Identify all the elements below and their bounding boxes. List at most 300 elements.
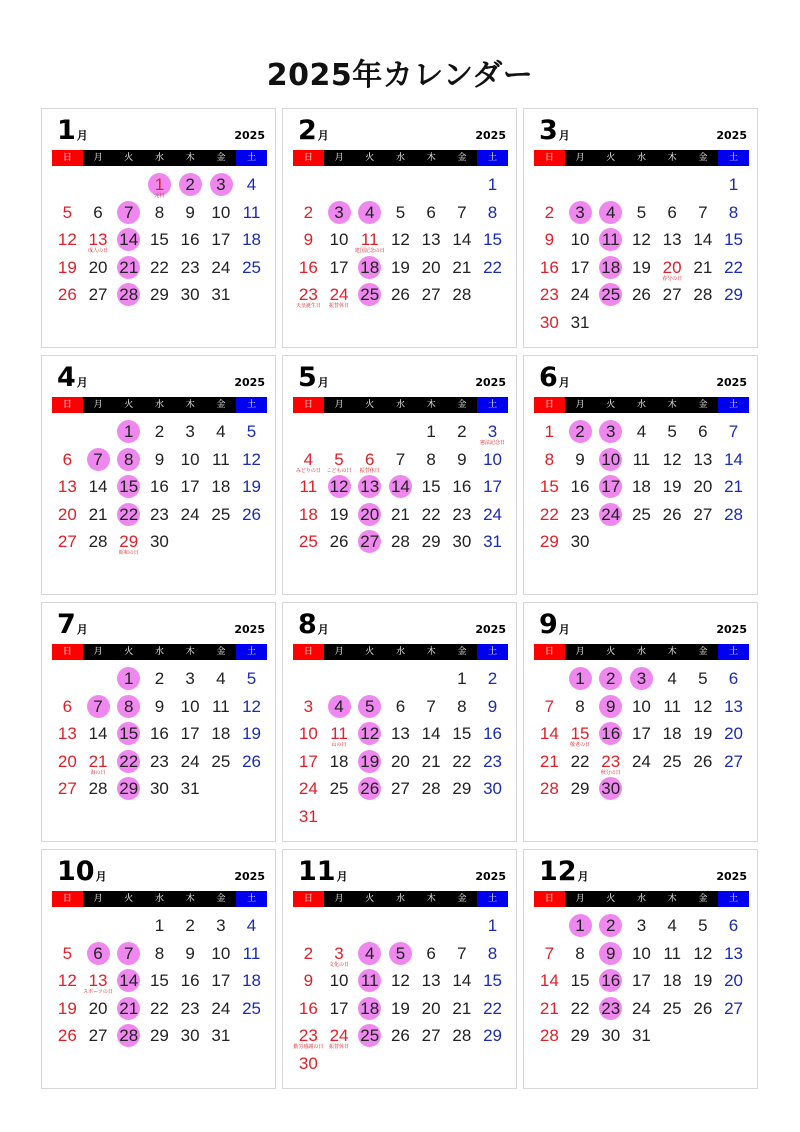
month-number-value: 6 xyxy=(539,362,558,393)
day-number: 9 xyxy=(457,449,467,469)
day-cell xyxy=(447,256,478,284)
day-number: 18 xyxy=(329,751,349,771)
day-cell xyxy=(657,503,688,531)
month-number xyxy=(298,856,348,887)
day-number: 29 xyxy=(119,532,139,552)
day-cell xyxy=(324,695,355,723)
day-cell xyxy=(565,1024,596,1052)
day-cell xyxy=(144,914,175,942)
day-number: 9 xyxy=(303,971,314,991)
day-cell xyxy=(354,695,385,723)
weekday-label: 土 xyxy=(477,891,508,907)
weekday-label: 日 xyxy=(52,150,83,166)
day-cell xyxy=(657,228,688,256)
day-cell xyxy=(324,283,355,311)
day-number: 11 xyxy=(212,696,230,716)
day-number: 28 xyxy=(390,532,410,552)
day-number: 2 xyxy=(303,202,314,222)
day-cell xyxy=(718,173,749,201)
weekday-header-row xyxy=(293,150,508,166)
month-year-label: 2025 xyxy=(475,376,506,389)
day-number: 20 xyxy=(57,751,77,771)
day-number: 21 xyxy=(539,751,559,771)
day-cell xyxy=(113,503,144,531)
day-number: 21 xyxy=(88,504,108,524)
day-number: 16 xyxy=(298,257,318,277)
day-number: 7 xyxy=(395,449,406,469)
day-number: 14 xyxy=(452,971,472,991)
day-cell xyxy=(565,420,596,448)
day-number: 22 xyxy=(149,998,169,1018)
day-cell xyxy=(595,448,626,476)
day-number: 15 xyxy=(724,230,743,250)
weekday-label: 水 xyxy=(385,891,416,907)
day-number: 28 xyxy=(724,504,743,524)
day-cell xyxy=(534,448,565,476)
month-year-label: 2025 xyxy=(716,376,747,389)
day-cell xyxy=(626,942,657,970)
weekday-label: 火 xyxy=(595,150,626,166)
day-number: 21 xyxy=(119,998,139,1018)
day-number: 15 xyxy=(149,230,169,250)
day-cell xyxy=(657,722,688,750)
day-number: 30 xyxy=(483,779,502,799)
month-unit-label: 月 xyxy=(95,870,107,883)
month-unit-label: 月 xyxy=(76,623,88,636)
day-number: 28 xyxy=(119,285,139,305)
day-number: 15 xyxy=(119,724,139,744)
day-cell xyxy=(477,777,508,805)
day-number: 29 xyxy=(724,285,743,305)
day-cell xyxy=(477,228,508,256)
day-number: 11 xyxy=(663,943,681,963)
holiday-name: 振替休日 xyxy=(359,467,380,474)
day-cell xyxy=(595,997,626,1025)
day-cell xyxy=(626,914,657,942)
day-number: 10 xyxy=(298,724,318,744)
day-cell xyxy=(416,201,447,229)
day-number: 28 xyxy=(119,1026,139,1046)
day-number: 3 xyxy=(334,202,344,222)
day-number: 8 xyxy=(575,943,585,963)
day-cell xyxy=(477,942,508,970)
day-cell xyxy=(534,503,565,531)
weekday-label: 月 xyxy=(324,891,355,907)
day-cell xyxy=(236,997,267,1025)
day-cell xyxy=(416,942,447,970)
day-number: 30 xyxy=(180,1026,200,1046)
day-cell xyxy=(688,256,719,284)
day-number: 28 xyxy=(452,1026,472,1046)
day-number: 17 xyxy=(329,257,349,277)
day-cell xyxy=(354,256,385,284)
day-cell xyxy=(175,173,206,201)
day-number: 6 xyxy=(728,669,739,688)
day-number: 7 xyxy=(457,943,467,963)
day-number: 10 xyxy=(329,230,349,250)
day-number: 9 xyxy=(606,943,616,963)
month-number-value: 12 xyxy=(539,856,577,887)
weekday-label: 月 xyxy=(324,150,355,166)
month-header xyxy=(52,115,267,149)
day-number: 3 xyxy=(334,943,344,963)
day-number: 14 xyxy=(390,477,410,497)
month-unit-label: 月 xyxy=(76,129,88,142)
day-number: 12 xyxy=(693,943,713,963)
day-number: 7 xyxy=(544,943,555,963)
weekday-label: 月 xyxy=(83,150,114,166)
day-number: 14 xyxy=(119,230,139,250)
weekday-label: 月 xyxy=(565,150,596,166)
month-number-value: 4 xyxy=(57,362,76,393)
holiday-name: 秋分の日 xyxy=(600,769,621,776)
day-number: 26 xyxy=(57,285,77,305)
day-cell xyxy=(354,201,385,229)
day-number: 26 xyxy=(242,751,261,771)
day-cell xyxy=(447,667,478,695)
day-cell xyxy=(657,997,688,1025)
day-cell xyxy=(175,667,206,695)
day-cell xyxy=(595,969,626,997)
day-cell xyxy=(83,750,114,778)
day-number: 6 xyxy=(426,943,436,963)
weekday-label: 火 xyxy=(354,397,385,413)
day-number: 14 xyxy=(421,724,441,744)
day-cell xyxy=(416,503,447,531)
day-number: 31 xyxy=(180,779,200,799)
month-number-value: 1 xyxy=(57,115,76,146)
day-number: 18 xyxy=(242,971,261,991)
day-cell xyxy=(206,914,237,942)
day-number: 1 xyxy=(575,669,585,688)
day-cell xyxy=(595,228,626,256)
day-number: 16 xyxy=(570,477,590,497)
day-number: 26 xyxy=(662,504,682,524)
day-number: 19 xyxy=(360,751,380,771)
day-cell xyxy=(657,475,688,503)
day-cell xyxy=(718,722,749,750)
day-number: 15 xyxy=(570,724,590,744)
day-cell xyxy=(175,420,206,448)
day-number: 2 xyxy=(544,202,555,222)
day-number: 4 xyxy=(334,696,344,716)
day-cell xyxy=(657,201,688,229)
day-cell xyxy=(718,256,749,284)
day-cell xyxy=(236,420,267,448)
day-cell xyxy=(416,722,447,750)
day-cell xyxy=(113,777,144,805)
day-number: 27 xyxy=(390,779,410,799)
day-number: 9 xyxy=(487,696,498,716)
month-number xyxy=(298,609,329,640)
day-cell xyxy=(477,201,508,229)
day-number: 26 xyxy=(693,998,713,1018)
day-number: 16 xyxy=(452,477,472,497)
day-cell xyxy=(113,997,144,1025)
day-cell xyxy=(206,942,237,970)
day-number: 11 xyxy=(601,230,620,250)
month-block xyxy=(41,849,276,1089)
day-number: 1 xyxy=(575,916,585,935)
day-number: 30 xyxy=(601,779,621,799)
day-cell xyxy=(175,256,206,284)
day-number: 4 xyxy=(216,669,226,688)
day-number: 10 xyxy=(180,449,200,469)
day-cell xyxy=(718,942,749,970)
day-number: 6 xyxy=(62,449,73,469)
day-number: 1 xyxy=(487,916,498,935)
month-number-value: 9 xyxy=(539,609,558,640)
weekday-header-row xyxy=(52,644,267,660)
month-number xyxy=(539,856,589,887)
month-number xyxy=(539,362,570,393)
day-number: 12 xyxy=(390,230,410,250)
day-cell xyxy=(565,997,596,1025)
day-number: 11 xyxy=(299,477,318,497)
day-number: 15 xyxy=(483,230,502,250)
month-header xyxy=(293,362,508,396)
weekday-label: 金 xyxy=(447,150,478,166)
month-year-label: 2025 xyxy=(716,129,747,142)
day-cell xyxy=(595,722,626,750)
day-cell xyxy=(324,942,355,970)
month-number xyxy=(298,115,329,146)
weekday-label: 日 xyxy=(293,644,324,660)
month-unit-label: 月 xyxy=(577,870,589,883)
weekday-label: 土 xyxy=(718,150,749,166)
day-number: 14 xyxy=(88,477,108,497)
day-cell xyxy=(416,997,447,1025)
day-number: 31 xyxy=(211,285,231,305)
day-number: 25 xyxy=(211,504,231,524)
day-number: 31 xyxy=(211,1026,231,1046)
day-number: 16 xyxy=(601,724,621,744)
day-cell xyxy=(416,750,447,778)
day-number: 30 xyxy=(180,285,200,305)
day-number: 17 xyxy=(180,724,200,744)
day-number: 26 xyxy=(631,285,651,305)
day-cell xyxy=(718,997,749,1025)
day-number: 17 xyxy=(570,257,590,277)
day-cell xyxy=(595,283,626,311)
day-cell xyxy=(534,256,565,284)
day-number: 7 xyxy=(124,202,134,222)
day-number: 9 xyxy=(606,696,616,716)
day-cell xyxy=(416,475,447,503)
day-number: 3 xyxy=(636,916,647,935)
weekday-label: 月 xyxy=(565,644,596,660)
day-cell xyxy=(657,283,688,311)
day-cell xyxy=(144,201,175,229)
weekday-label: 土 xyxy=(477,397,508,413)
day-cell xyxy=(565,311,596,339)
weekday-label: 日 xyxy=(293,397,324,413)
day-cell xyxy=(595,777,626,805)
day-number: 23 xyxy=(149,751,169,771)
weekday-label: 土 xyxy=(236,644,267,660)
day-number: 1 xyxy=(487,175,498,194)
day-number: 4 xyxy=(365,943,375,963)
day-cell xyxy=(206,503,237,531)
day-cell xyxy=(626,228,657,256)
day-cell xyxy=(293,969,324,997)
day-number: 14 xyxy=(693,230,713,250)
day-cell xyxy=(565,942,596,970)
weekday-label: 月 xyxy=(324,644,355,660)
day-number: 15 xyxy=(149,971,169,991)
day-number: 18 xyxy=(211,724,231,744)
day-cell xyxy=(324,750,355,778)
day-number: 21 xyxy=(452,257,472,277)
weekday-label: 水 xyxy=(144,397,175,413)
month-header xyxy=(534,362,749,396)
holiday-name: 敬老の日 xyxy=(570,742,591,749)
day-number: 13 xyxy=(662,230,682,250)
day-number: 12 xyxy=(57,971,77,991)
day-cell xyxy=(354,1024,385,1052)
month-header xyxy=(293,856,508,890)
day-number: 11 xyxy=(330,724,348,744)
weekday-label: 月 xyxy=(83,644,114,660)
day-number: 15 xyxy=(570,971,590,991)
day-number: 28 xyxy=(421,779,441,799)
day-cell xyxy=(206,997,237,1025)
day-cell xyxy=(565,448,596,476)
day-cell xyxy=(324,969,355,997)
day-cell xyxy=(477,969,508,997)
day-cell xyxy=(236,256,267,284)
day-cell xyxy=(565,969,596,997)
day-number: 16 xyxy=(298,998,318,1018)
weekday-label: 土 xyxy=(718,397,749,413)
day-number: 8 xyxy=(457,696,467,716)
day-number: 19 xyxy=(57,257,77,277)
day-cell xyxy=(236,695,267,723)
day-number: 22 xyxy=(570,998,590,1018)
day-cell xyxy=(626,201,657,229)
day-number: 11 xyxy=(360,971,379,991)
day-number: 24 xyxy=(298,779,318,799)
month-year-label: 2025 xyxy=(234,129,265,142)
weekday-header-row xyxy=(534,397,749,413)
day-number: 22 xyxy=(421,504,441,524)
day-number: 14 xyxy=(88,724,108,744)
month-block xyxy=(282,849,517,1089)
day-number: 2 xyxy=(185,175,195,194)
day-number: 25 xyxy=(601,285,621,305)
day-cell xyxy=(657,969,688,997)
month-header xyxy=(534,856,749,890)
day-number: 30 xyxy=(539,313,559,332)
day-number: 19 xyxy=(57,998,77,1018)
day-cell xyxy=(447,969,478,997)
weekday-label: 水 xyxy=(385,397,416,413)
day-number: 26 xyxy=(329,532,349,552)
day-number: 27 xyxy=(662,285,682,305)
day-cell xyxy=(175,228,206,256)
day-cell xyxy=(175,283,206,311)
day-number: 3 xyxy=(636,669,647,688)
day-number: 10 xyxy=(211,943,231,963)
day-cell xyxy=(144,228,175,256)
day-number: 19 xyxy=(662,477,682,497)
weekday-header-row xyxy=(534,150,749,166)
month-unit-label: 月 xyxy=(76,376,88,389)
day-cell xyxy=(688,283,719,311)
day-number: 4 xyxy=(246,916,257,935)
day-number: 15 xyxy=(483,971,502,991)
day-number: 19 xyxy=(242,477,261,497)
day-cell xyxy=(113,201,144,229)
day-cell xyxy=(595,475,626,503)
month-block xyxy=(41,355,276,595)
day-number: 1 xyxy=(154,916,165,935)
day-number: 8 xyxy=(154,943,165,963)
day-cell xyxy=(534,228,565,256)
day-number: 24 xyxy=(570,285,590,305)
day-number: 16 xyxy=(601,971,621,991)
day-number: 13 xyxy=(724,696,743,716)
day-cell xyxy=(385,777,416,805)
day-number: 3 xyxy=(487,422,498,441)
day-cell xyxy=(565,201,596,229)
weekday-label: 木 xyxy=(657,397,688,413)
page-title: 2025年カレンダー xyxy=(266,58,534,93)
day-number: 9 xyxy=(303,230,314,250)
day-number: 23 xyxy=(483,751,502,771)
weekday-label: 金 xyxy=(206,644,237,660)
day-number: 7 xyxy=(457,202,467,222)
weekday-label: 日 xyxy=(293,150,324,166)
day-number: 2 xyxy=(185,916,195,935)
day-number: 20 xyxy=(724,724,743,744)
day-cell xyxy=(113,1024,144,1052)
day-cell xyxy=(626,503,657,531)
day-number: 29 xyxy=(119,779,139,799)
holiday-name: 海の日 xyxy=(90,769,106,776)
day-cell xyxy=(236,448,267,476)
day-number: 25 xyxy=(298,532,318,552)
day-cell xyxy=(113,448,144,476)
day-cell xyxy=(144,667,175,695)
day-cell xyxy=(477,530,508,558)
day-cell xyxy=(688,420,719,448)
day-cell xyxy=(385,722,416,750)
day-cell xyxy=(385,1024,416,1052)
holiday-name: 元日 xyxy=(154,193,165,199)
day-cell xyxy=(657,750,688,778)
day-cell xyxy=(657,256,688,284)
day-number: 12 xyxy=(242,449,261,469)
day-cell xyxy=(534,750,565,778)
weekday-label: 水 xyxy=(144,644,175,660)
day-cell xyxy=(688,969,719,997)
day-cell xyxy=(354,969,385,997)
day-number: 26 xyxy=(390,285,410,305)
day-cell xyxy=(657,914,688,942)
day-cell xyxy=(52,942,83,970)
weekday-header-row xyxy=(534,891,749,907)
day-cell xyxy=(354,722,385,750)
day-number: 13 xyxy=(693,449,713,469)
day-number: 8 xyxy=(154,202,165,222)
day-number: 13 xyxy=(88,971,108,991)
month-block xyxy=(282,355,517,595)
weekday-label: 木 xyxy=(175,891,206,907)
day-number: 11 xyxy=(242,943,261,963)
day-number: 23 xyxy=(298,1026,318,1046)
weekday-label: 日 xyxy=(534,644,565,660)
